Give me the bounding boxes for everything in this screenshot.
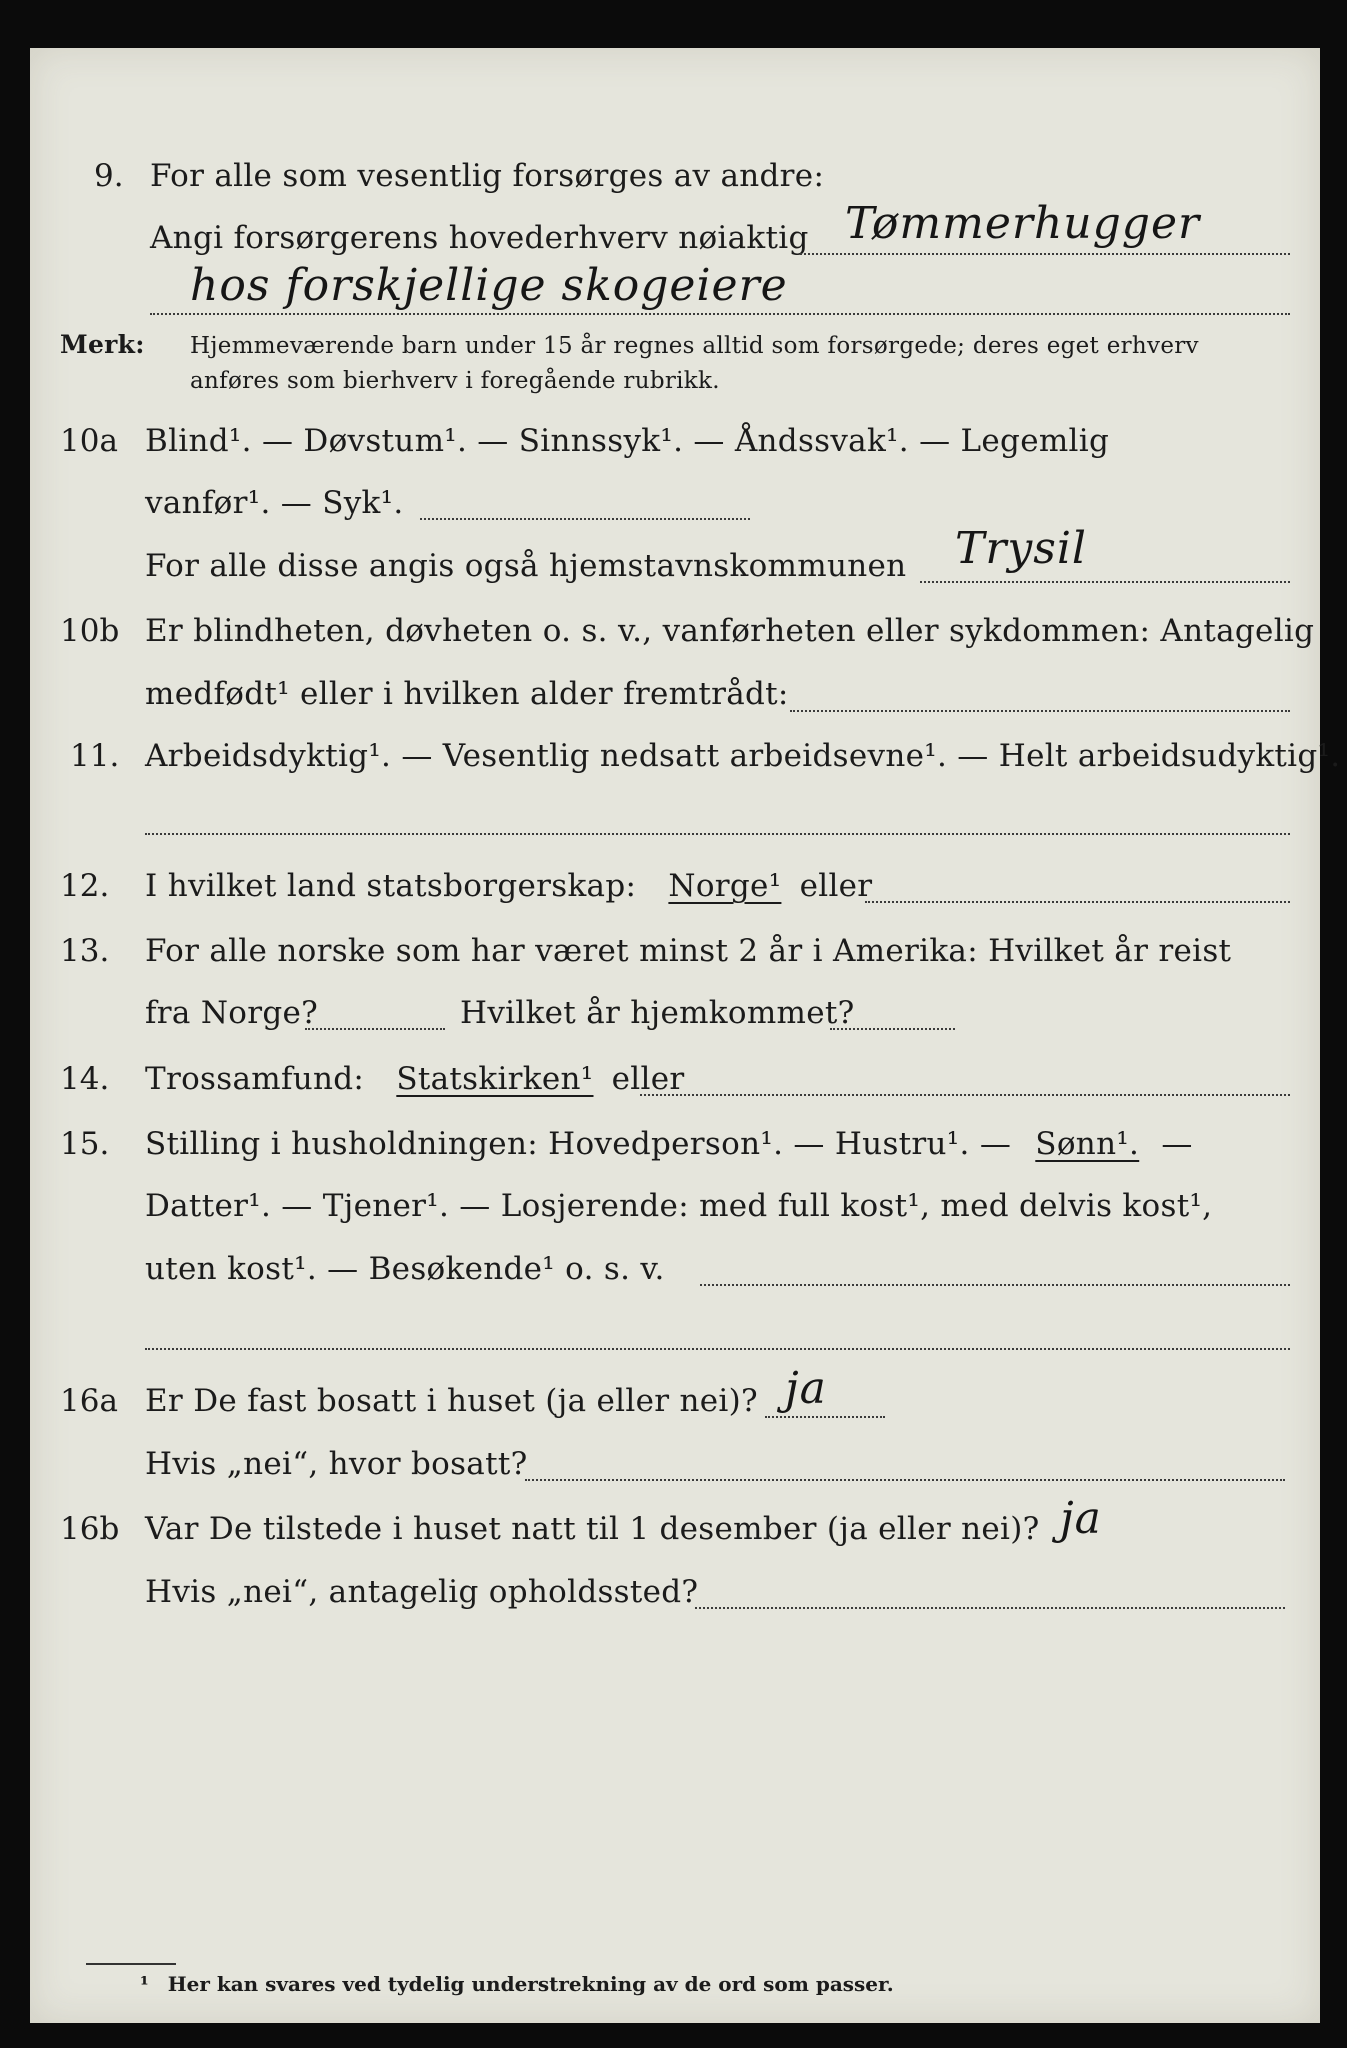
q10b-line2: medfødt¹ eller i hvilken alder fremtrådt: [145, 676, 789, 712]
merk-line2: anføres som bierhverv i foregående rubrikk. [190, 368, 720, 394]
q16a-handwritten-answer: ja [785, 1363, 827, 1414]
q10b-answer-line[interactable] [790, 710, 1290, 712]
q10a-syk-line[interactable] [420, 518, 750, 520]
q12-norge-option[interactable]: Norge¹ [668, 868, 782, 904]
q10a-answer-line[interactable] [920, 581, 1290, 583]
q14-eller: eller [611, 1061, 685, 1097]
q13-line1: For alle norske som har været minst 2 år i Amerika: Hvilket år reist [145, 933, 1232, 969]
merk-label: Merk: [60, 330, 145, 359]
q12-answer-line[interactable] [865, 901, 1290, 903]
footnote [140, 1972, 894, 1996]
q11-number: 11. [70, 738, 120, 774]
footnote-text: Her kan svares ved tydelig understrekning av de ord som passer. [167, 1972, 894, 1996]
q14-statskirken-option[interactable]: Statskirken¹ [396, 1061, 594, 1097]
q16b-line1: Var De tilstede i huset natt til 1 desember (ja eller nei)? [145, 1511, 1040, 1547]
q14-text: Trossamfund: [145, 1061, 365, 1097]
q14-answer-line[interactable] [640, 1094, 1290, 1096]
q9-answer-line2[interactable] [150, 313, 1290, 315]
q15-sonn-option[interactable]: Sønn¹. [1035, 1126, 1140, 1162]
q15-line3: uten kost¹. — Besøkende¹ o. s. v. [145, 1251, 665, 1287]
q11-answer-line[interactable] [145, 833, 1290, 835]
q15-answer-line2[interactable] [145, 1348, 1290, 1350]
q10b-number: 10b [60, 613, 120, 649]
merk-line1: Hjemmeværende barn under 15 år regnes alltid som forsørgede; deres eget erhverv [190, 333, 1199, 359]
q12-eller: eller [799, 868, 873, 904]
q10a-line2: vanfør¹. — Syk¹. [145, 485, 404, 521]
q16b-handwritten-answer: ja [1060, 1493, 1102, 1544]
q11-line1: Arbeidsdyktig¹. — Vesentlig nedsatt arbeidsevne¹. — Helt arbeidsudyktig¹. [145, 738, 1341, 774]
q16b-line2: Hvis „nei“, antagelig opholdssted? [145, 1574, 699, 1610]
census-form-page [30, 48, 1341, 2023]
q14-number: 14. [60, 1061, 110, 1097]
q14-line [145, 1061, 685, 1097]
q16a-answer-line[interactable] [765, 1416, 885, 1418]
q15-number: 15. [60, 1126, 110, 1162]
q16a-line1: Er De fast bosatt i huset (ja eller nei)? [145, 1383, 758, 1419]
q16b-opholdssted-line[interactable] [695, 1607, 1285, 1609]
q9-line1: For alle som vesentlig forsørges av andre: [150, 158, 825, 194]
q12-text: I hvilket land statsborgerskap: [145, 868, 637, 904]
footnote-mark: ¹ [140, 1972, 149, 1996]
q15-line2: Datter¹. — Tjener¹. — Losjerende: med full kost¹, med delvis kost¹, [145, 1188, 1213, 1224]
q9-line2: Angi forsørgerens hovederhverv nøiaktig [150, 220, 809, 256]
q16a-line2: Hvis „nei“, hvor bosatt? [145, 1446, 528, 1482]
q13-number: 13. [60, 933, 110, 969]
q10a-handwritten-answer: Trysil [955, 523, 1087, 574]
q10a-number: 10a [60, 423, 118, 459]
q15-dash: — [1161, 1126, 1193, 1162]
q13-line2a: fra Norge? [145, 995, 319, 1031]
q9-handwritten-answer2: hos forskjellige skogeiere [190, 260, 788, 311]
q15-line1-text: Stilling i husholdningen: Hovedperson¹. — Hustru¹. — [145, 1126, 1012, 1162]
q13-hjemkommet-line[interactable] [830, 1028, 955, 1030]
q10a-line3: For alle disse angis også hjemstavnskommunen [145, 548, 907, 584]
q16a-bosatt-line[interactable] [525, 1479, 1285, 1481]
q9-number: 9. [94, 158, 124, 194]
q13-reist-line[interactable] [305, 1028, 445, 1030]
footnote-rule [86, 1963, 176, 1965]
q12-number: 12. [60, 868, 110, 904]
q12-line [145, 868, 872, 904]
q9-answer-line[interactable] [800, 253, 1290, 255]
q15-line1 [145, 1126, 1193, 1162]
q16a-number: 16a [60, 1383, 118, 1419]
q13-line2b: Hvilket år hjemkommet? [460, 995, 855, 1031]
q10b-line1: Er blindheten, døvheten o. s. v., vanførheten eller sykdommen: Antagelig [145, 613, 1315, 649]
q16b-number: 16b [60, 1511, 120, 1547]
q10a-line1: Blind¹. — Døvstum¹. — Sinnssyk¹. — Åndssvak¹. — Legemlig [145, 423, 1110, 459]
q9-handwritten-answer1: Tømmerhugger [845, 198, 1201, 249]
q15-answer-line[interactable] [700, 1284, 1290, 1286]
